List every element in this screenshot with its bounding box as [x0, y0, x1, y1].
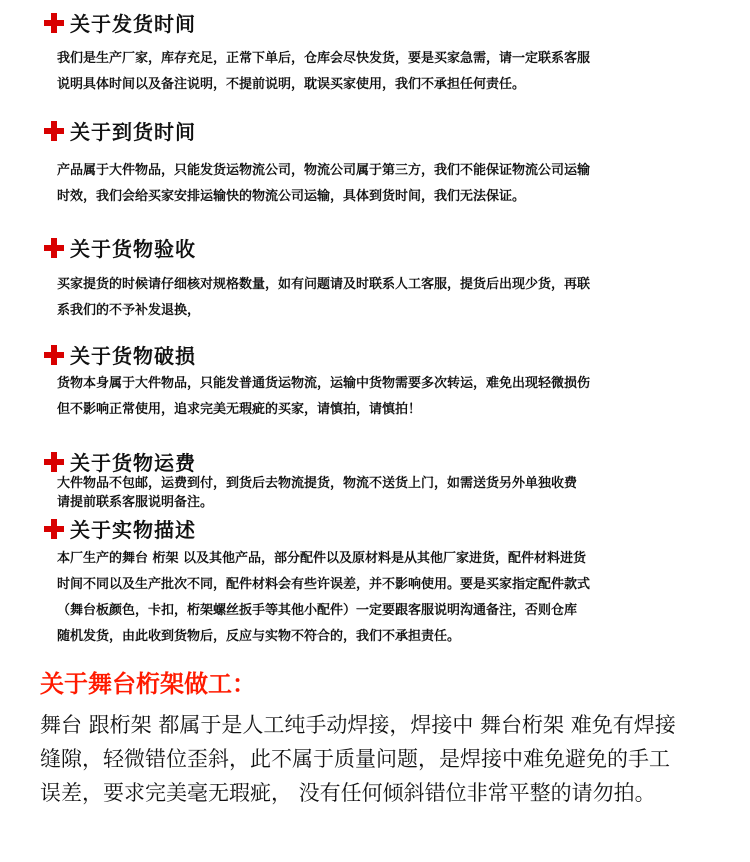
- section-body: 产品属于大件物品，只能发货运物流公司，物流公司属于第三方，我们不能保证物流公司运输 时效，我们会给买家安排运输快的物流公司运输，具体到货时间，我们无法保证。: [57, 163, 591, 204]
- section-title: 关于货物运费: [70, 451, 196, 475]
- section-title: 关于到货时间: [70, 120, 196, 144]
- section-body: 本厂生产的舞台 桁架 以及其他产品，部分配件以及原材料是从其他厂家进货，配件材料进货 时间不同以及生产批次不同，配件材料会有些许误差，并不影响使用。要是买家指定配件款式 （舞台板颜色，卡扣，桁架螺丝扳手等其他小配件）一定要跟客服说明沟通备注，否则仓库 随机发货，由此收到货物后，反应与实物不符合的，我们不承担责任。: [57, 551, 591, 644]
- craft-title: 关于舞台桁架做工：: [40, 670, 256, 698]
- section-body: 货物本身属于大件物品，只能发普通货运物流，运输中货物需要多次转运，难免出现轻微损伤 但不影响正常使用，追求完美无瑕疵的买家，请慎拍，请慎拍！: [57, 376, 591, 417]
- section-heading-inspection: [44, 233, 196, 262]
- red-cross-icon: [44, 345, 64, 365]
- craft-text: 舞台 跟桁架 都属于是人工纯手动焊接，焊接中 舞台桁架 难免有焊接 缝隙，轻微错位歪斜，此不属于质量问题，是焊接中难免避免的手工 误差，要求完美毫无瑕疵， 没有任何倾斜错位非常平整的请勿拍。: [40, 713, 676, 805]
- red-cross-icon: [44, 452, 64, 472]
- section-body: 买家提货的时候请仔细核对规格数量，如有问题请及时联系人工客服，提货后出现少货，再联 系我们的不予补发退换，: [57, 277, 591, 318]
- section-title: 关于发货时间: [70, 12, 196, 36]
- red-cross-icon: [44, 13, 64, 33]
- red-cross-icon: [44, 121, 64, 141]
- section-heading-damage: [44, 340, 196, 369]
- section-heading-description: [44, 514, 196, 543]
- section-title: 关于货物破损: [70, 344, 196, 368]
- section-heading-freight: [44, 447, 196, 476]
- red-cross-icon: [44, 519, 64, 539]
- section-heading-shipping-time: [44, 8, 196, 37]
- section-body: 我们是生产厂家，库存充足，正常下单后，仓库会尽快发货，要是买家急需，请一定联系客服 说明具体时间以及备注说明，不提前说明，耽误买家使用，我们不承担任何责任。: [57, 51, 591, 92]
- section-body: 大件物品不包邮，运费到付，到货后去物流提货，物流不送货上门，如需送货另外单独收费 请提前联系客服说明备注。: [57, 476, 578, 510]
- red-cross-icon: [44, 238, 64, 258]
- section-heading-arrival-time: [44, 116, 196, 145]
- section-title: 关于实物描述: [70, 518, 196, 542]
- section-title: 关于货物验收: [70, 237, 196, 261]
